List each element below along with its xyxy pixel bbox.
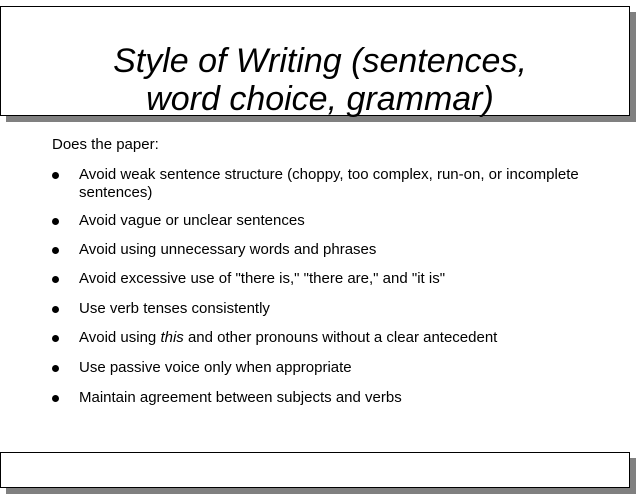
title-line-1: Style of Writing (sentences, — [113, 42, 527, 80]
bullet-text-pre: Avoid using — [79, 329, 161, 346]
bullet-text: Use verb tenses consistently — [79, 300, 270, 317]
bullet-text-emphasis: this — [160, 329, 184, 346]
slide-title — [0, 42, 640, 118]
bullet-icon — [52, 276, 59, 283]
footer-box — [0, 452, 630, 488]
intro-text: Does the paper: — [52, 136, 159, 153]
bullet-text: Avoid excessive use of "there is," "there are," and "it is" — [79, 270, 446, 287]
bullet-icon — [52, 365, 59, 372]
bullet-icon — [52, 395, 59, 402]
bullet-icon — [52, 306, 59, 313]
bullet-text: Avoid vague or unclear sentences — [79, 212, 305, 229]
title-line-2: word choice, grammar) — [146, 80, 494, 118]
bullet-text-post: and other pronouns without a clear antecedent — [183, 329, 498, 346]
bullet-text: Maintain agreement between subjects and verbs — [79, 389, 402, 406]
bullet-icon — [52, 335, 59, 342]
bullet-icon — [52, 247, 59, 254]
bullet-text: Avoid weak sentence structure (choppy, too complex, run-on, or incomplete sentences) — [79, 166, 579, 201]
bullet-text: Use passive voice only when appropriate — [79, 359, 352, 376]
bullet-icon — [52, 218, 59, 225]
bullet-icon — [52, 172, 59, 179]
bullet-text: Avoid using unnecessary words and phrases — [79, 241, 377, 258]
bullet-text — [79, 329, 579, 347]
